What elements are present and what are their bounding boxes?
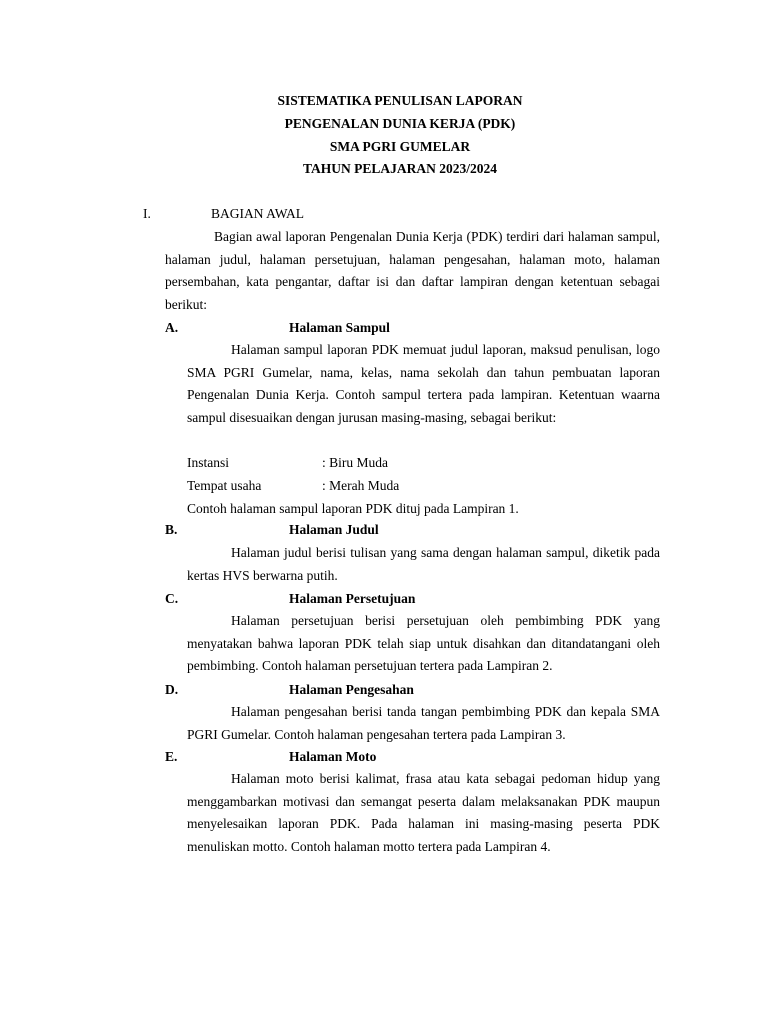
doc-title-line-4: TAHUN PELAJARAN 2023/2024 — [302, 161, 497, 176]
subsection-b-letter: B. — [165, 522, 178, 537]
cover-color-label-1: Instansi — [187, 455, 229, 470]
cover-color-label-2: Tempat usaha — [187, 478, 262, 493]
section-intro-text: Bagian awal laporan Pengenalan Dunia Kerja (PDK) terdiri dari halaman sampul, halaman judul, halaman persetujuan, halaman pengesahan, halaman moto, halaman persembahan, kata pengantar, daftar isi dan daftar lampiran dengan ketentuan sebagai berikut: — [165, 229, 660, 312]
section-number: I. — [143, 206, 151, 221]
subsection-a-letter: A. — [165, 320, 179, 335]
subsection-c-text: Halaman persetujuan berisi persetujuan oleh pembimbing PDK yang menyatakan bahwa laporan PDK telah siap untuk disahkan dan ditandatangani oleh pembimbing. Contoh halaman persetujuan tertera pada Lampiran 2. — [187, 613, 660, 674]
subsection-b-title: Halaman Judul — [289, 522, 379, 537]
subsection-d-letter: D. — [165, 682, 179, 697]
subsection-b-paragraph — [187, 542, 660, 587]
doc-title-line-2: PENGENALAN DUNIA KERJA (PDK) — [284, 116, 516, 131]
subsection-e-paragraph — [187, 768, 660, 858]
subsection-e-letter: E. — [165, 749, 178, 764]
subsection-a-footer: Contoh halaman sampul laporan PDK dituj pada Lampiran 1. — [187, 501, 519, 516]
subsection-a-paragraph — [187, 339, 660, 429]
subsection-a-text: Halaman sampul laporan PDK memuat judul laporan, maksud penulisan, logo SMA PGRI Gumelar, nama, kelas, nama sekolah dan tahun pembuatan laporan Pengenalan Dunia Kerja. Contoh sampul tertera pada lampiran. Ketentuan waarna sampul disesuaikan dengan jurusan masing-masing, sebagai berikut: — [187, 342, 660, 425]
section-title: BAGIAN AWAL — [211, 206, 305, 221]
subsection-a-title: Halaman Sampul — [289, 320, 390, 335]
subsection-e-title: Halaman Moto — [289, 749, 377, 764]
doc-title-line-1: SISTEMATIKA PENULISAN LAPORAN — [277, 93, 523, 108]
subsection-c-letter: C. — [165, 591, 179, 606]
section-intro-paragraph — [165, 226, 660, 316]
subsection-b-text: Halaman judul berisi tulisan yang sama dengan halaman sampul, diketik pada kertas HVS berwarna putih. — [187, 545, 660, 583]
subsection-d-title: Halaman Pengesahan — [289, 682, 414, 697]
doc-title-line-3: SMA PGRI GUMELAR — [329, 139, 471, 154]
cover-color-value-1: : Biru Muda — [322, 455, 388, 470]
subsection-c-title: Halaman Persetujuan — [289, 591, 416, 606]
subsection-d-paragraph — [187, 701, 660, 746]
subsection-c-paragraph — [187, 610, 660, 678]
subsection-e-text: Halaman moto berisi kalimat, frasa atau kata sebagai pedoman hidup yang menggambarkan motivasi dan semangat peserta dalam melaksanakan PDK maupun menyelesaikan laporan PDK. Pada halaman ini masing-masing peserta PDK menuliskan motto. Contoh halaman motto tertera pada Lampiran 4. — [187, 771, 660, 854]
cover-color-value-2: : Merah Muda — [322, 478, 400, 493]
subsection-d-text: Halaman pengesahan berisi tanda tangan pembimbing PDK dan kepala SMA PGRI Gumelar. Contoh halaman pengesahan tertera pada Lampiran 3. — [187, 704, 660, 742]
